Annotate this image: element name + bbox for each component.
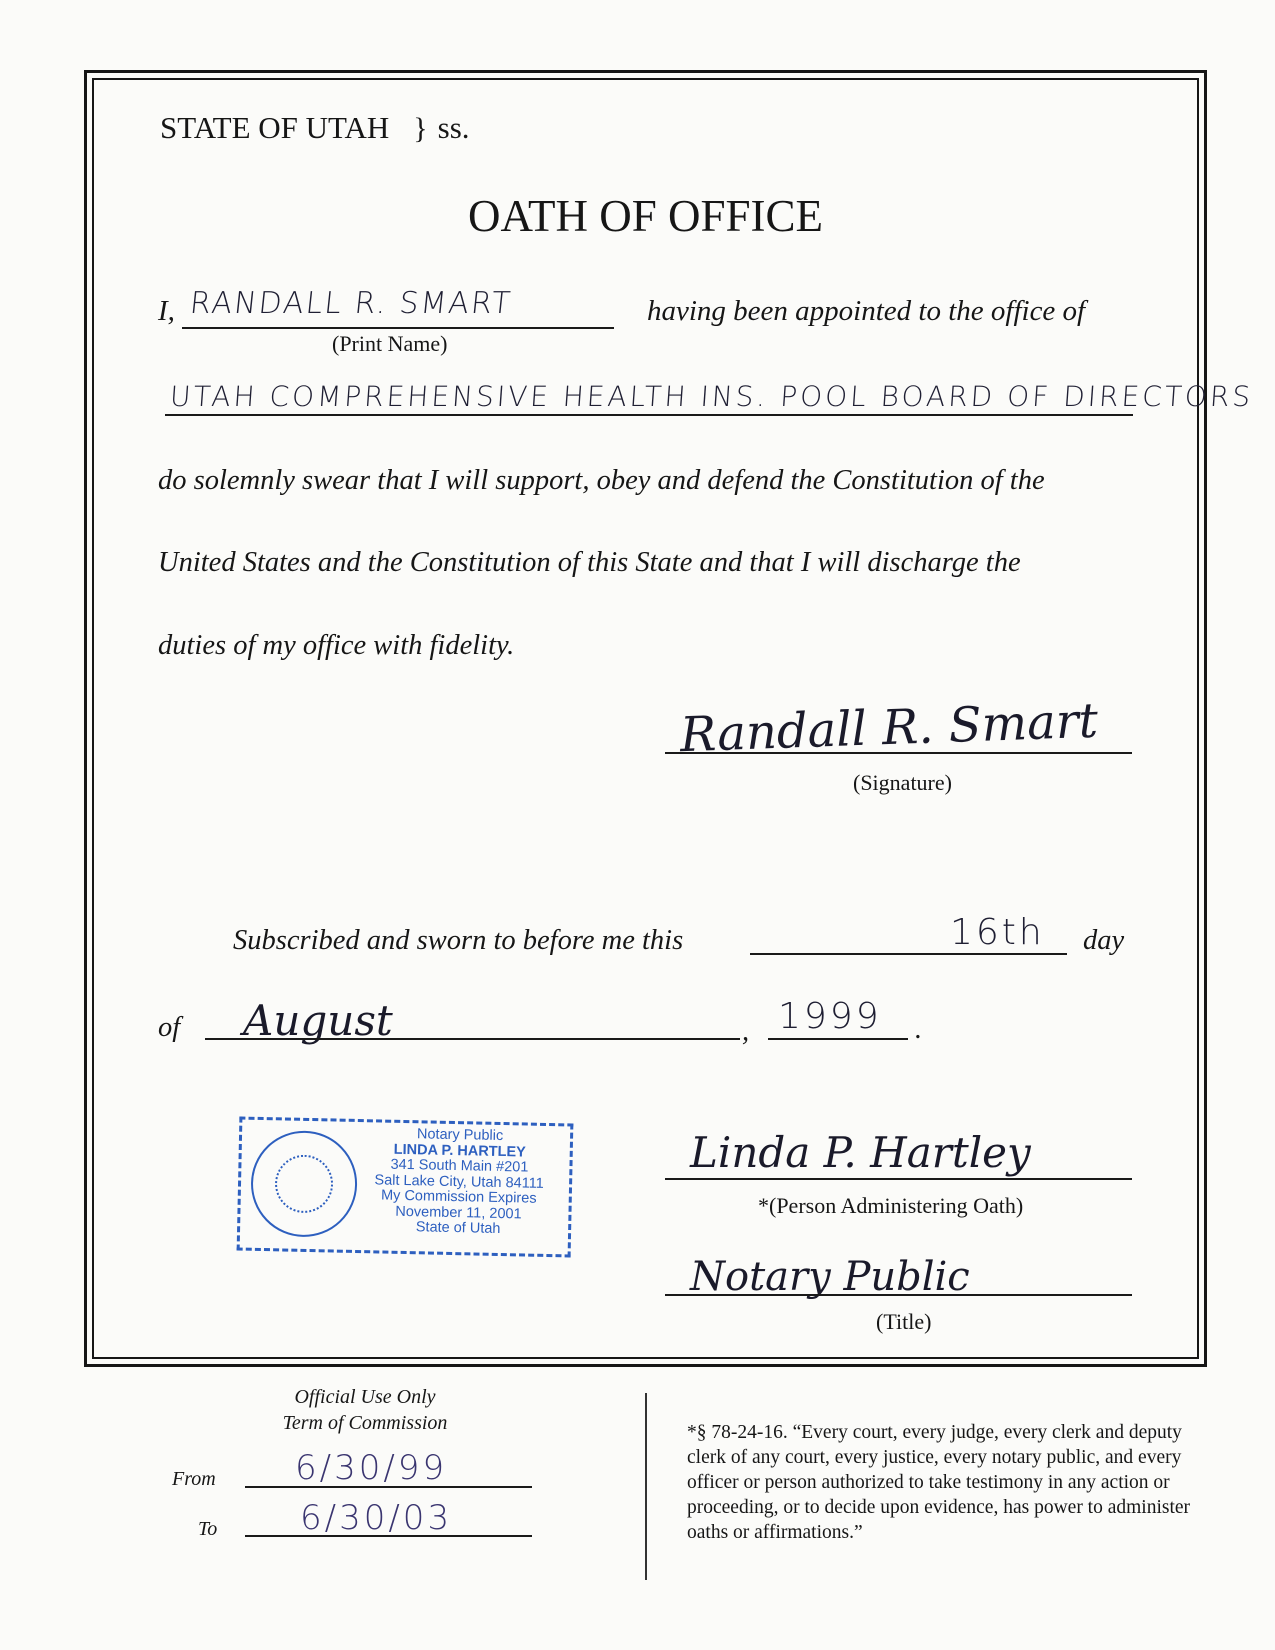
print-name-line bbox=[182, 327, 614, 329]
sworn-prefix: Subscribed and sworn to before me this bbox=[233, 925, 684, 956]
day-value: 16th bbox=[950, 912, 1045, 953]
oath-signature: Randall R. Smart bbox=[679, 692, 1099, 764]
year-value: 1999 bbox=[778, 996, 882, 1037]
official-use-heading bbox=[240, 1384, 490, 1436]
stamp-line-notary-public: Notary Public bbox=[416, 1126, 504, 1145]
month-line bbox=[205, 1038, 740, 1040]
statute-footnote: *§ 78-24-16. “Every court, every judge, every clerk and deputy clerk of any court, every justice, every notary public, and every officer or person authorized to take testimony in any action or proceeding, or to decide upon evidence, has power to administer oaths or affirmations.” bbox=[687, 1422, 1191, 1543]
day-line bbox=[750, 953, 1067, 955]
date-period: . bbox=[915, 1014, 923, 1045]
notary-stamp-text bbox=[352, 1126, 566, 1239]
from-value: 6/30/99 bbox=[295, 1448, 448, 1488]
document-title: OATH OF OFFICE bbox=[467, 191, 824, 241]
stamp-line-name: LINDA P. HARTLEY bbox=[393, 1141, 526, 1161]
state-seal-icon bbox=[250, 1130, 358, 1238]
stamp-line-address: 341 South Main #201 bbox=[390, 1156, 529, 1176]
venue-brace: } bbox=[413, 112, 428, 145]
office-line bbox=[165, 414, 1133, 416]
from-label: From bbox=[172, 1468, 216, 1490]
ss-label: ss. bbox=[437, 110, 470, 145]
signature-caption: (Signature) bbox=[853, 770, 952, 795]
year-line bbox=[768, 1038, 908, 1040]
official-use-label: Official Use Only bbox=[294, 1386, 436, 1408]
administering-caption: *(Person Administering Oath) bbox=[758, 1193, 1024, 1218]
stamp-line-commission: My Commission Expires bbox=[380, 1187, 537, 1207]
title-value: Notary Public bbox=[690, 1254, 970, 1300]
venue-heading bbox=[160, 110, 470, 146]
state-label: STATE OF UTAH bbox=[160, 110, 390, 145]
oath-body-line-2: United States and the Constitution of this State and that I will discharge the bbox=[158, 547, 1021, 578]
office-value: UTAH COMPREHENSIVE HEALTH INS. POOL BOARD OF DIRECTORS bbox=[168, 380, 1255, 413]
of-label: of bbox=[158, 1012, 181, 1043]
month-value: August bbox=[243, 996, 393, 1045]
print-name-value: RANDALL R. SMART bbox=[188, 286, 514, 321]
administering-signature: Linda P. Hartley bbox=[690, 1128, 1031, 1177]
title-line bbox=[665, 1294, 1132, 1296]
to-label: To bbox=[198, 1518, 218, 1540]
print-name-caption: (Print Name) bbox=[332, 331, 448, 356]
to-line bbox=[245, 1535, 532, 1537]
signature-line bbox=[665, 752, 1132, 754]
appointed-text: having been appointed to the office of bbox=[647, 295, 1086, 327]
notary-stamp bbox=[237, 1117, 574, 1258]
oath-i-label: I, bbox=[158, 295, 175, 327]
term-of-commission-label: Term of Commission bbox=[282, 1412, 448, 1434]
footer-divider bbox=[645, 1393, 647, 1580]
date-comma: , bbox=[742, 1016, 750, 1047]
to-value: 6/30/03 bbox=[300, 1498, 453, 1538]
day-label: day bbox=[1083, 925, 1125, 956]
stamp-line-expiry: November 11, 2001 bbox=[395, 1203, 522, 1222]
oath-body-line-3: duties of my office with fidelity. bbox=[158, 630, 515, 661]
stamp-line-city: Salt Lake City, Utah 84111 bbox=[374, 1171, 544, 1192]
from-line bbox=[245, 1486, 532, 1488]
administering-line bbox=[665, 1178, 1132, 1180]
title-caption: (Title) bbox=[876, 1309, 932, 1334]
oath-body-line-1: do solemnly swear that I will support, obey and defend the Constitution of the bbox=[158, 465, 1045, 496]
stamp-line-state: State of Utah bbox=[415, 1219, 501, 1238]
